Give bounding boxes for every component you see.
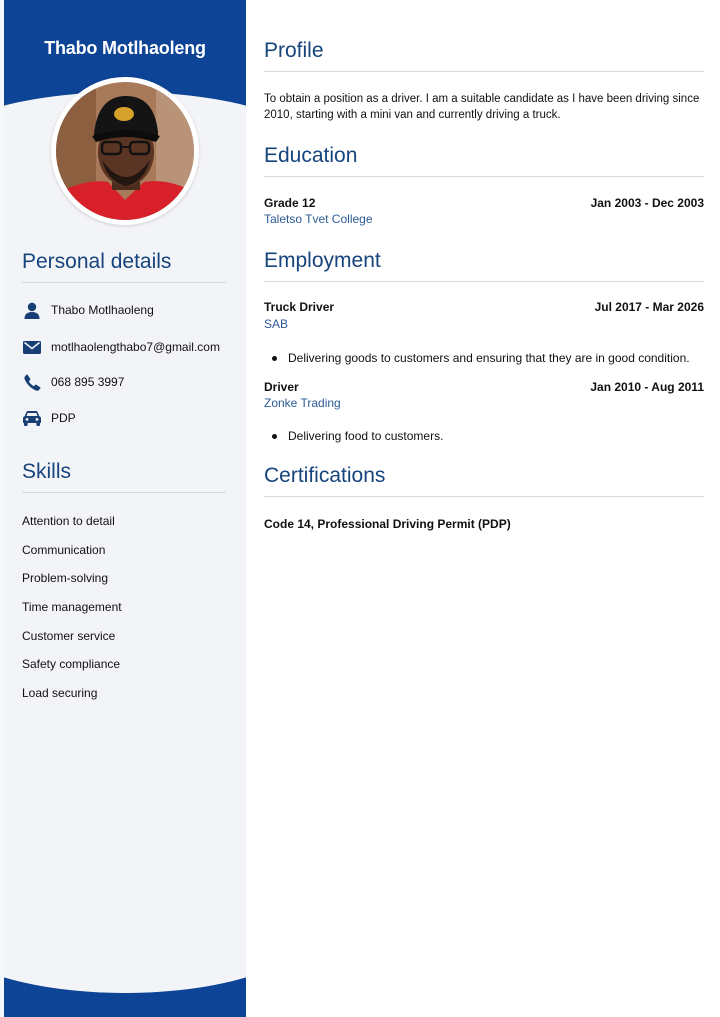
employment-company: SAB: [264, 317, 289, 331]
skill-item: Communication: [22, 543, 106, 557]
candidate-name: Thabo Motlhaoleng: [44, 38, 206, 58]
education-heading: Education: [264, 144, 704, 177]
profile-heading: Profile: [264, 39, 704, 72]
profile-text: To obtain a position as a driver. I am a suitable candidate as I have been driving since 2010, starting with a mini van and currently driving a truck.: [264, 93, 700, 121]
education-place: Taletso Tvet College: [264, 212, 373, 226]
bullet-icon: [272, 356, 277, 361]
sidebar-footer-band: [4, 955, 246, 1017]
skill-item: Time management: [22, 600, 122, 614]
skill-item: Safety compliance: [22, 657, 121, 671]
avatar-photo: [56, 82, 194, 220]
certifications-heading: Certifications: [264, 464, 704, 497]
avatar: [51, 77, 199, 225]
personal-detail-license: PDP: [22, 408, 76, 428]
employment-title: Truck Driver: [264, 300, 335, 314]
skill-item: Attention to detail: [22, 514, 115, 528]
employment-bullet: Delivering goods to customers and ensuring that they are in good condition.: [272, 351, 690, 365]
personal-detail-name: Thabo Motlhaoleng: [22, 300, 154, 320]
car-icon: [22, 408, 42, 428]
personal-detail-email: motlhaolengthabo7@gmail.com: [22, 337, 220, 357]
user-icon: [22, 300, 42, 320]
main-content: [246, 0, 720, 1017]
employment-date: Jul 2017 - Mar 2026: [594, 300, 704, 314]
employment-heading: Employment: [264, 249, 704, 282]
skill-item: Load securing: [22, 686, 98, 700]
phone-icon: [22, 372, 42, 392]
skills-heading: Skills: [22, 460, 226, 493]
sidebar: [4, 0, 246, 1017]
employment-bullet: Delivering food to customers.: [272, 429, 443, 443]
skill-item: Customer service: [22, 629, 116, 643]
employment-company: Zonke Trading: [264, 396, 341, 410]
bullet-icon: [272, 434, 277, 439]
education-date: Jan 2003 - Dec 2003: [590, 196, 704, 210]
personal-details-heading: Personal details: [22, 250, 226, 283]
envelope-icon: [22, 337, 42, 357]
employment-title: Driver: [264, 380, 299, 394]
education-title: Grade 12: [264, 196, 316, 210]
certification-item: Code 14, Professional Driving Permit (PDP): [264, 517, 511, 531]
personal-detail-phone: 068 895 3997: [22, 372, 124, 392]
employment-date: Jan 2010 - Aug 2011: [590, 380, 704, 394]
skill-item: Problem-solving: [22, 571, 109, 585]
